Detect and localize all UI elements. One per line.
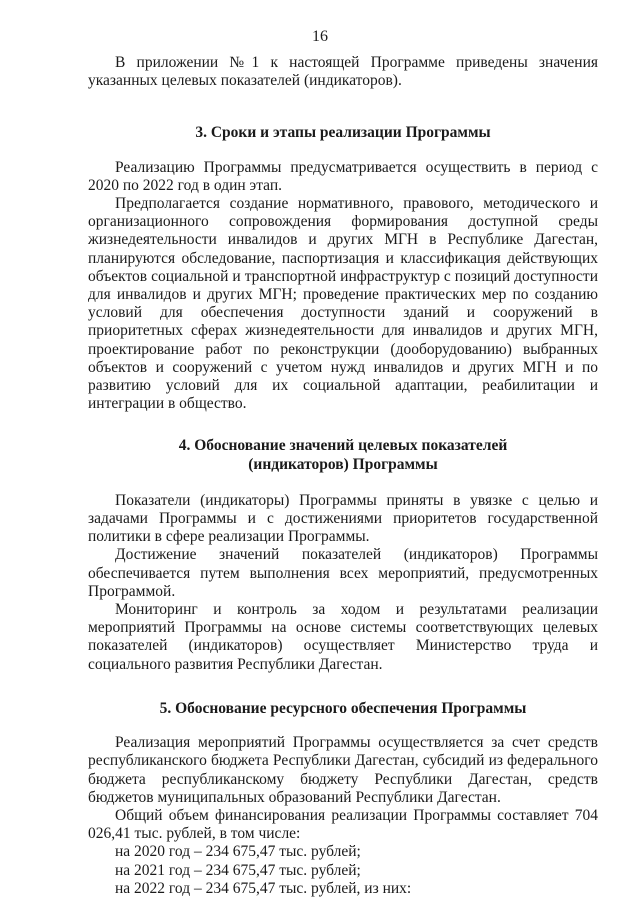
intro-paragraph: В приложении №1 к настоящей Программе приведены значения указанных целевых показателей (индикаторов).: [88, 54, 598, 90]
section-4-heading-line-2: (индикаторов) Программы: [248, 455, 438, 473]
section-4-paragraph-1: Показатели (индикаторы) Программы приняты в увязке с целью и задачами Программы и с достижениями приоритетов государственной политики в сфере реализации Программы.: [88, 491, 598, 546]
section-3-heading: 3. Сроки и этапы реализации Программы: [195, 124, 491, 142]
section-4-paragraph-2: Достижение значений показателей (индикаторов) Программы обеспечивается путем выполнения всех мероприятий, предусмотренных Программой.: [88, 546, 598, 600]
section-4-heading-line-1: 4. Обоснование значений целевых показателей: [178, 437, 508, 455]
section-5-paragraph-1: Реализация мероприятий Программы осуществляется за счет средств республиканского бюджета Республики Дагестан, субсидий из федерального бюджета республиканскому бюджету Республики Дагестан, средств бюджетов муниципальных образований Республики Дагестан.: [88, 734, 598, 806]
section-3-paragraph-1: Реализацию Программы предусматривается осуществить в период с 2020 по 2022 год в один этап.: [88, 158, 598, 194]
document-body: [88, 54, 598, 898]
page-number: 16: [312, 28, 328, 45]
funding-2020: на 2020 год – 234 675,47 тыс. рублей;: [115, 843, 361, 861]
funding-2021: на 2021 год – 234 675,47 тыс. рублей;: [115, 861, 361, 879]
funding-2022: на 2022 год – 234 675,47 тыс. рублей, из них:: [115, 879, 412, 897]
section-4-paragraph-3: Мониторинг и контроль за ходом и результатами реализации мероприятий Программы на основе системы соответствующих целевых показателей (индикаторов) осуществляет Министерство труда и социального развития Республики Дагестан.: [88, 601, 598, 673]
section-4-heading: [88, 437, 598, 473]
section-3-paragraph-2: Предполагается создание нормативного, правового, методического и организационного сопровождения формирования доступной среды жизнедеятельности инвалидов и других МГН в Республике Дагестан, планируются обследование, паспортизация и классификация действующих объектов социальной и транспортной инфраструктур с позиций доступности для инвалидов и других МГН; проведение практических мер по созданию условий для обеспечения доступности зданий и сооружений в приоритетных сферах жизнедеятельности для инвалидов и других МГН, проектирование работ по реконструкции (дооборудованию) выбранных объектов и сооружений с учетом нужд инвалидов и других МГН и по развитию условий для их социальной адаптации, реабилитации и интеграции в общество.: [88, 195, 598, 413]
section-5-paragraph-2: Общий объем финансирования реализации Программы составляет 704 026,41 тыс. рублей, в том числе:: [88, 806, 598, 843]
section-5-heading: 5. Обоснование ресурсного обеспечения Программы: [159, 699, 527, 717]
